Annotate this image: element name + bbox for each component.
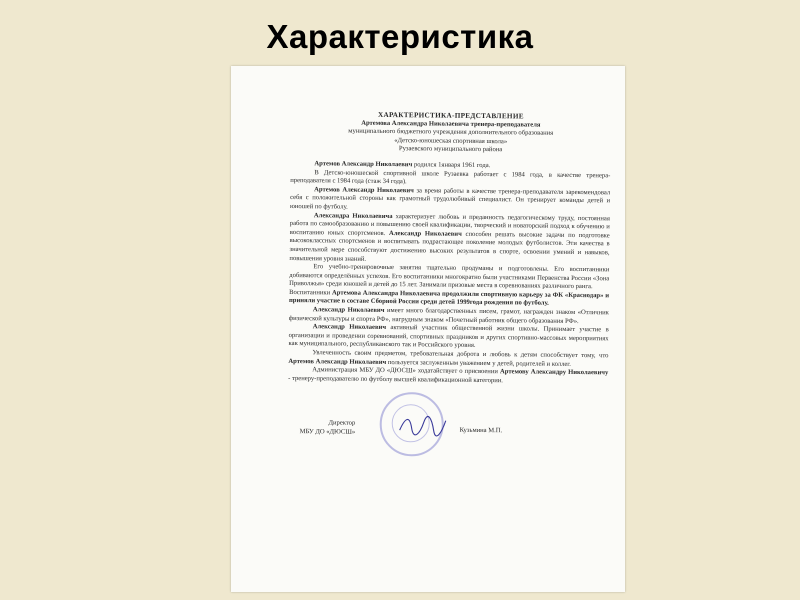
signer-name: Кузьмина М.П. — [459, 427, 503, 435]
handwritten-signature — [398, 413, 448, 440]
document-heading: ХАРАКТЕРИСТИКА-ПРЕДСТАВЛЕНИЕ — [378, 110, 524, 121]
paragraph-respect: Увлеченность своим предметом, требовательная доброта и любовь к детям способствует тому, что Артемов Александр Николаевич пользуется заслуженным уважением у детей, родителей и коллег. — [288, 349, 609, 368]
paragraph-awards: Александр Николаевич имеет много благодарственных писем, грамот, награжден знаком «Отличник физической культуры и спорта РФ», нагрудным знаком «Почетный работник общего образования РФ». — [288, 306, 609, 325]
paragraph-qualities: Александра Николаевича характеризует любовь и преданность педагогическому труду, постоянная работа по самообразованию и повышению своей квалификации, творческий и новаторский подход к обучению и воспитанию юных спортсменов. Александр Николаевич способен решать высокие задачи по подготовке высококлассных спортсменов и воспитывать подрастающее поколение молодых футболистов. Эти качества в значительной мере способствуют достижению высоких результатов в спорте, освоении умений и навыков, повышения уровня знаний. — [289, 211, 610, 263]
paragraph-birth: Артемов Александр Николаевич родился 1января 1961 года. — [314, 160, 491, 170]
scanned-document — [231, 66, 625, 592]
paragraph-career: В Детско-юношеской спортивной школе Рузаевка работает с 1984 года, в качестве тренера-преподавателя с 1984 года (стаж 34 года). — [290, 168, 611, 186]
paragraph-students: Воспитанники Артемова Александра Николаевича продолжили спортивную карьеру за ФК «Краснодар» и приняли участие в составе Сборной России среди детей 1999года рождения по футболу. — [288, 288, 610, 308]
document-body — [287, 110, 611, 457]
paragraph-training: Его учебно-тренировочные занятия тщательно продуманы и подготовлены. Его воспитанники добиваются определённых успехов. Его воспитанники многократно были участниками Первенства России «Зона Приволжья» среди юношей и детей до 15 лет. Занимали призовые места в соревнованиях различного ранга. — [289, 263, 610, 291]
header-line: Артемова Александра Николаевича тренера-преподавателя — [361, 119, 541, 129]
paragraph-petition: Администрация МБУ ДО «ДЮСШ» ходатайствует о присвоении Артемову Александру Николаевичу - тренеру-преподавателю по футболу высшей квалификационной категории. — [288, 366, 609, 385]
header-line: Рузаевского муниципального района — [398, 145, 503, 154]
paragraph-specialist: Артемов Александр Николаевич за время работы в качестве тренера-преподавателя зарекомендовал себя с положительной стороны как грамотный трудолюбивый специалист. Он тренирует команды детей и юношей по футболу. — [289, 185, 611, 211]
slide-title: Характеристика — [266, 18, 534, 55]
signature-block — [287, 413, 607, 456]
paragraph-public-life: Александр Николаевич активный участник общественной жизни школы. Принимает участие в организации и проведении соревнований, спортивных праздников и других спортивно-массовых мероприятиях как муниципального, республиканского так и Российского уровня. — [288, 323, 609, 350]
signer-role: Директор МБУ ДО «ДЮСШ» — [299, 419, 356, 436]
header-line: муниципального бюджетного учреждения дополнительного образования — [348, 127, 554, 137]
header-line: «Детско-юношеская спортивная школа» — [394, 136, 508, 146]
